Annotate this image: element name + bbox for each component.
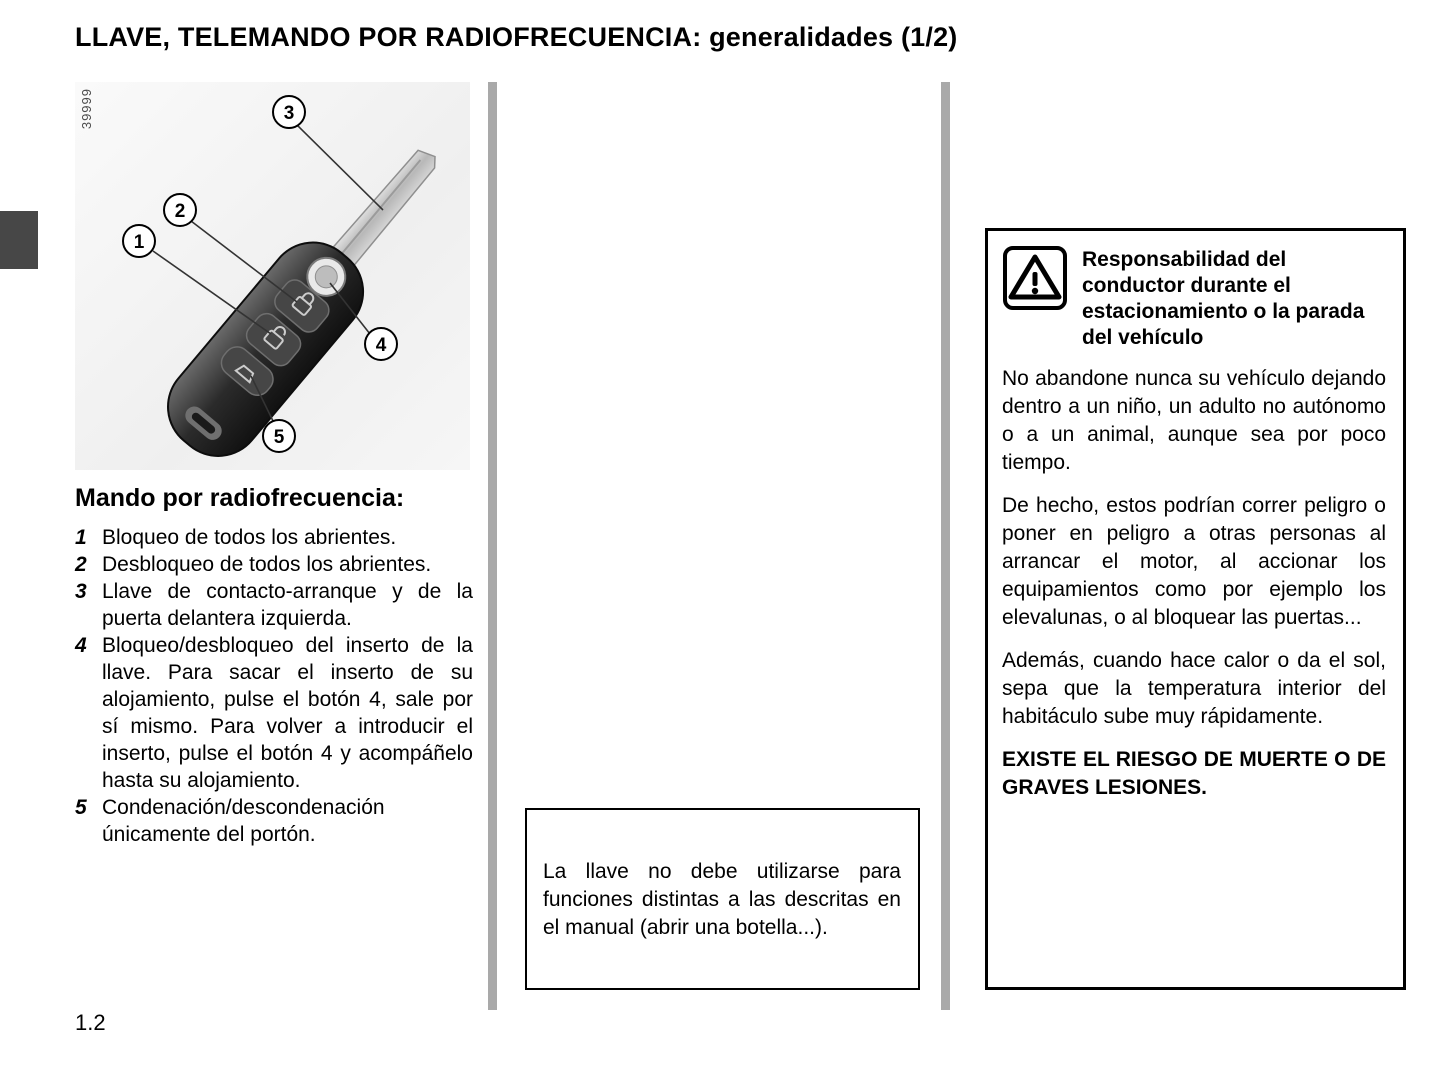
warning-paragraph: Además, cuando hace calor o da el sol, sepa que la temperatura interior del habitáculo sube muy rápidamente. — [1002, 649, 1386, 728]
list-item — [75, 794, 473, 848]
warning-body — [1002, 365, 1386, 802]
list-item-text: Llave de contacto-arranque y de la puerta delantera izquierda. — [102, 580, 473, 630]
warning-header — [1002, 245, 1386, 351]
column-divider-left — [488, 82, 497, 1010]
callout-label-2: 2 — [174, 201, 186, 222]
driver-responsibility-warning-box — [985, 228, 1406, 990]
list-item-number: 5 — [75, 796, 87, 819]
warning-paragraph: De hecho, estos podrían correr peligro o poner en peligro a otras personas al arrancar el motor, al accionar los equipamientos como por ejemplo los elevalunas, o al bloquear las puertas... — [1002, 494, 1386, 629]
list-item-text: Bloqueo/desbloqueo del inserto de la llave. Para sacar el inserto de su alojamiento, pulse el botón 4, sale por sí mismo. Para volver a introducir el inserto, pulse el botón 4 y acompáñelo hasta su alojamiento. — [102, 634, 473, 792]
list-item — [75, 578, 473, 632]
list-item — [75, 551, 473, 578]
key-usage-note-box — [525, 808, 920, 990]
list-item-text: Desbloqueo de todos los abrientes. — [102, 553, 432, 576]
list-item-number: 3 — [75, 580, 87, 603]
warning-triangle-icon — [1002, 245, 1068, 311]
warning-paragraph: No abandone nunca su vehículo dejando dentro a un niño, un adulto no autónomo o a un animal, aunque sea por poco tiempo. — [1002, 367, 1386, 474]
list-item — [75, 524, 473, 551]
key-function-list — [75, 524, 473, 848]
warning-title: Responsabilidad del conductor durante el estacionamiento o la parada del vehículo — [1082, 248, 1365, 349]
callout-label-1: 1 — [133, 232, 145, 253]
list-item — [75, 632, 473, 794]
column-divider-right — [941, 82, 950, 1010]
section-edge-tab — [0, 211, 38, 269]
page-title: LLAVE, TELEMANDO POR RADIOFRECUENCIA: generalidades (1/2) — [75, 22, 958, 52]
list-item-number: 2 — [75, 553, 87, 576]
list-item-text: Bloqueo de todos los abrientes. — [102, 526, 397, 549]
list-item-number: 1 — [75, 526, 87, 549]
key-fob-group — [150, 122, 467, 470]
page-number: 1.2 — [75, 1010, 106, 1035]
list-item-text: Condenación/descondenación únicamente del portón. — [102, 796, 385, 846]
figure-reference-code: 39999 — [79, 88, 94, 130]
section-heading: Mando por radiofrecuencia: — [75, 484, 405, 512]
list-item-number: 4 — [75, 634, 87, 657]
callout-label-4: 4 — [375, 335, 387, 356]
key-fob-illustration — [75, 82, 470, 470]
callout-label-3: 3 — [283, 103, 295, 124]
callout-label-5: 5 — [273, 427, 285, 448]
warning-emphasis: EXISTE EL RIESGO DE MUERTE O DE GRAVES LESIONES. — [1002, 748, 1386, 799]
key-figure — [75, 82, 470, 470]
note-text: La llave no debe utilizarse para funciones distintas a las descritas en el manual (abrir una botella...). — [543, 860, 901, 939]
